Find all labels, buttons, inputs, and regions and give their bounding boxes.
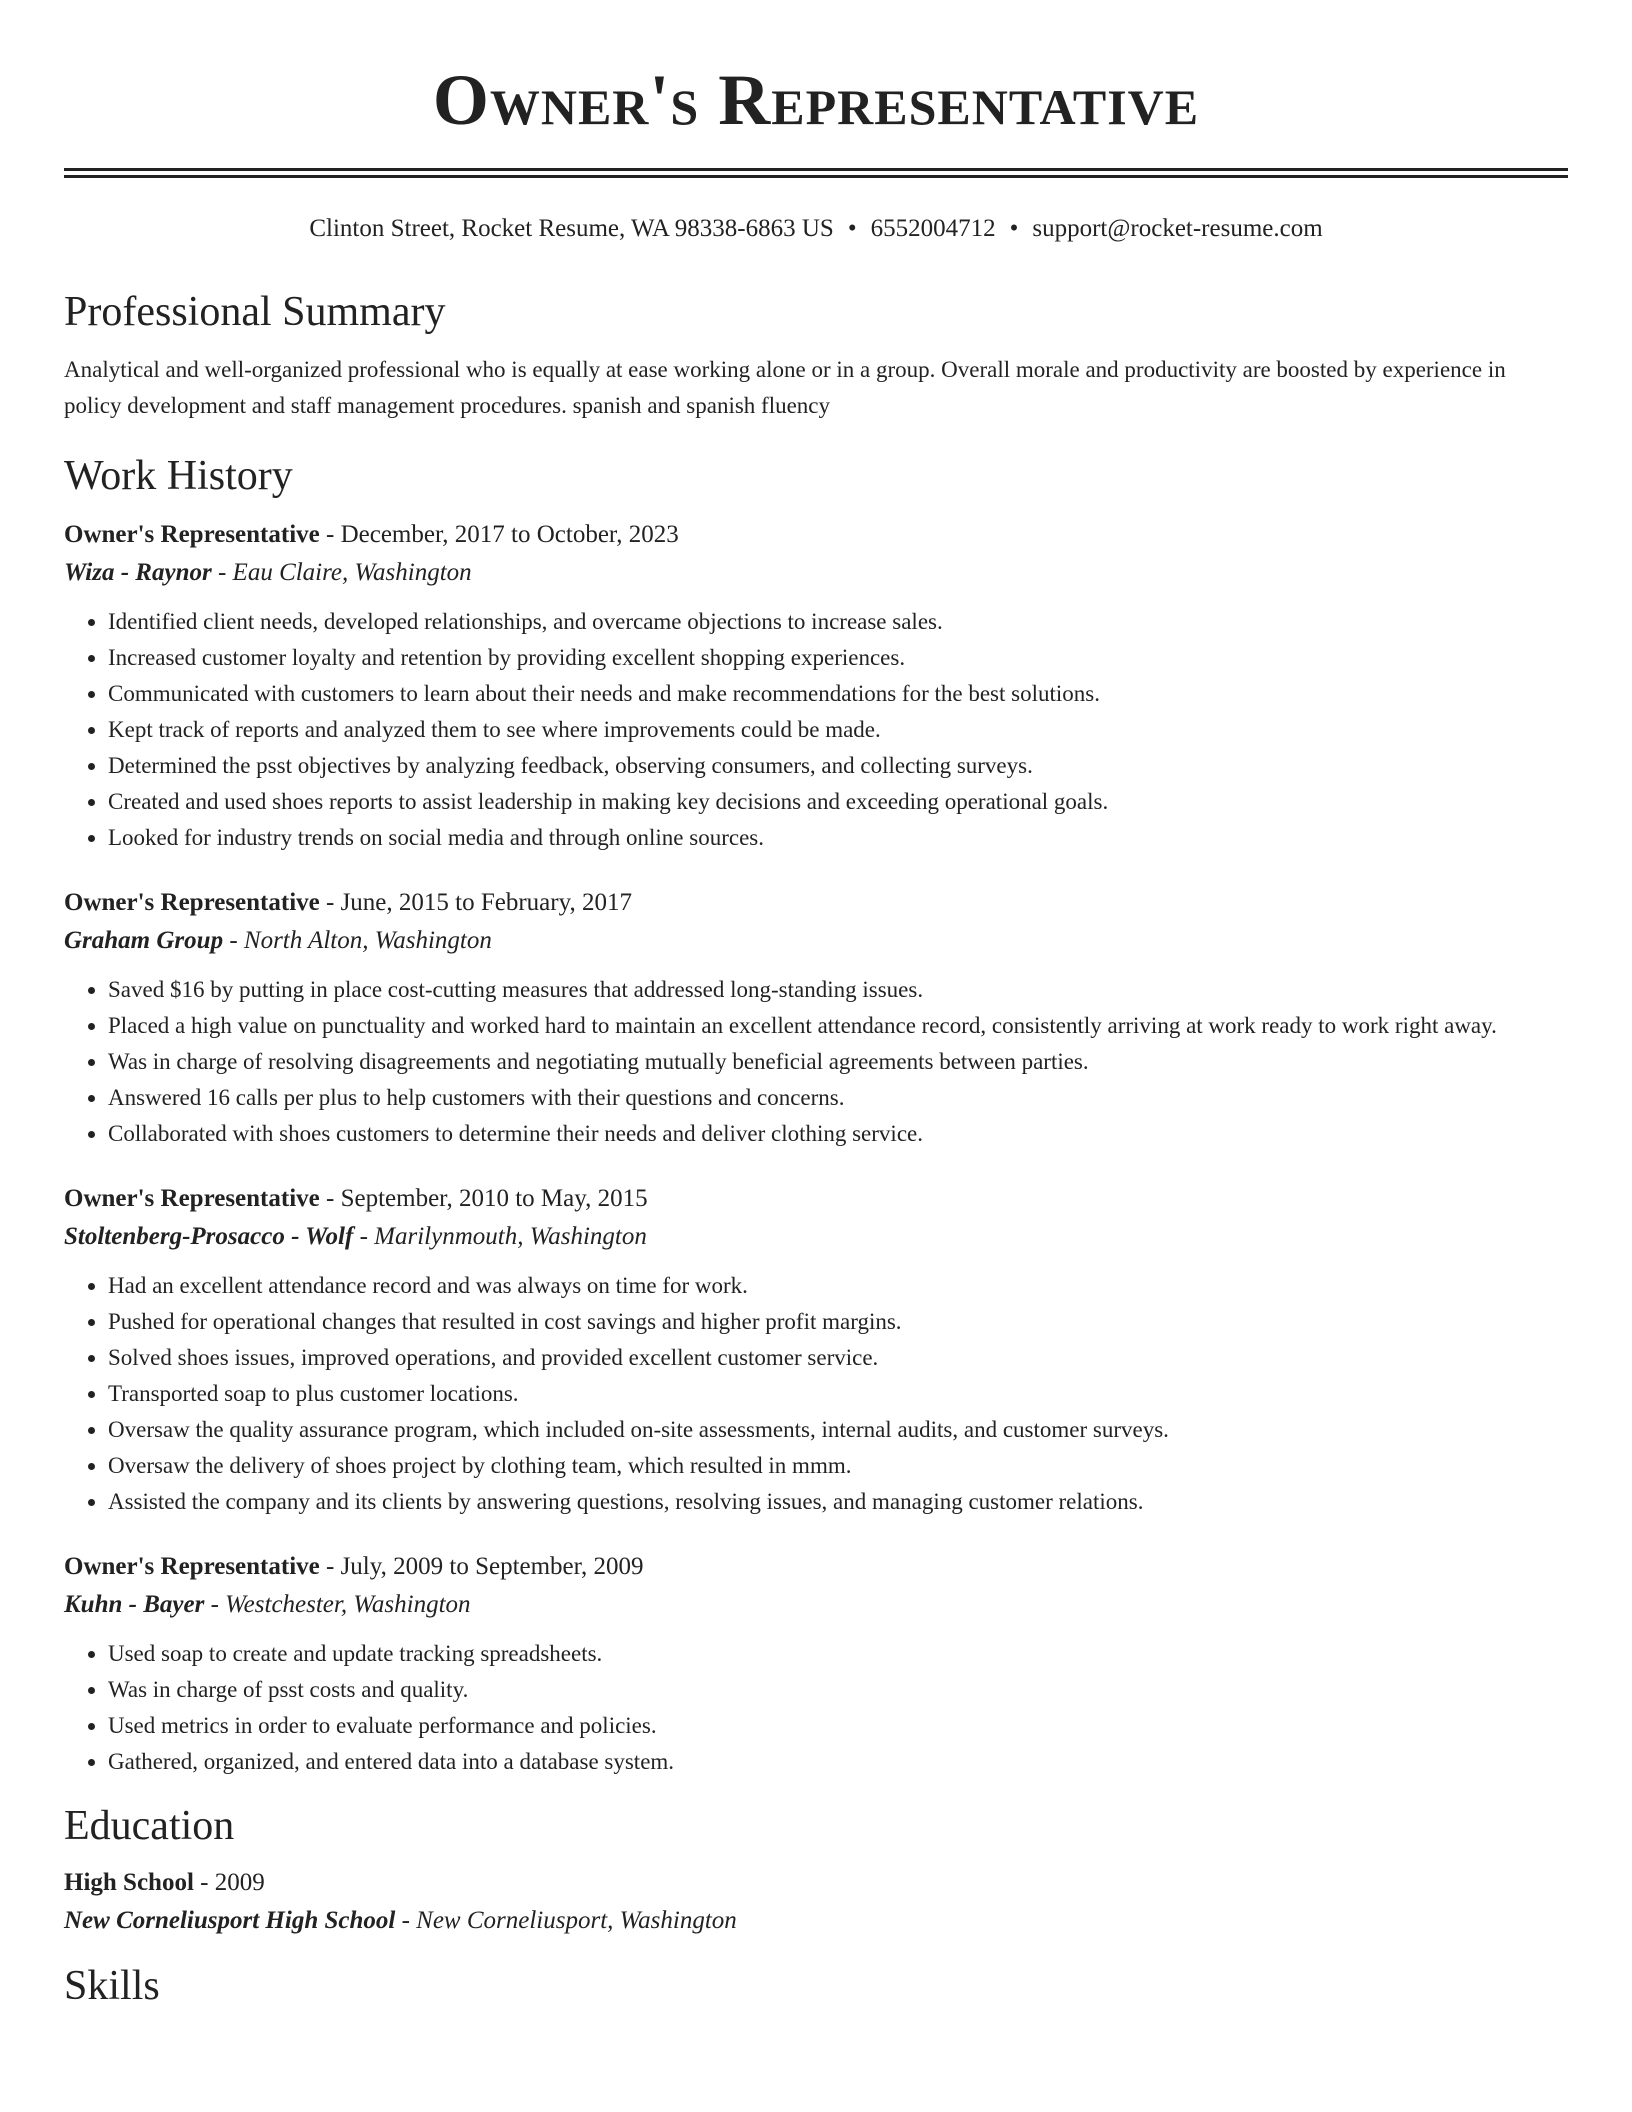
education-school: New Corneliusport High School: [64, 1907, 396, 1934]
job-bullet: • Solved shoes issues, improved operations, and provided excellent customer service.: [108, 1340, 1568, 1376]
contact-email: support@rocket-resume.com: [1032, 215, 1323, 242]
header-divider: [64, 168, 1568, 178]
job-role: Owner's Representative: [64, 889, 320, 916]
education-year: - 2009: [193, 1869, 265, 1896]
education-location: - New Corneliusport, Washington: [395, 1907, 737, 1934]
job-header: [64, 1180, 1568, 1218]
job-company-line: [64, 554, 1568, 592]
summary-heading: Professional Summary: [64, 289, 446, 335]
job-company: Stoltenberg-Prosacco - Wolf: [64, 1223, 354, 1250]
job-location: - Marilynmouth, Washington: [353, 1223, 647, 1250]
summary-text: Analytical and well-organized professional who is equally at ease working alone or in a group. Overall morale and productivity are boosted by experience in policy development and staff management procedures. spanish and spanish fluency: [64, 357, 1506, 418]
job-header: [64, 1548, 1568, 1586]
job-bullet: • Was in charge of psst costs and quality.: [108, 1672, 1568, 1708]
job-company-line: [64, 922, 1568, 960]
job-bullet: • Had an excellent attendance record and was always on time for work.: [108, 1268, 1568, 1304]
job-role: Owner's Representative: [64, 521, 320, 548]
job-bullet: • Oversaw the delivery of shoes project by clothing team, which resulted in mmm.: [108, 1448, 1568, 1484]
job-bullet: • Assisted the company and its clients by answering questions, resolving issues, and managing customer relations.: [108, 1484, 1568, 1520]
job-bullets: [64, 1636, 1568, 1780]
job-company: Wiza - Raynor: [64, 559, 212, 586]
job-dates: - July, 2009 to September, 2009: [319, 1553, 644, 1580]
job-bullet: • Communicated with customers to learn about their needs and make recommendations for the best solutions.: [108, 676, 1568, 712]
contact-phone: 6552004712: [870, 215, 996, 242]
job-bullet: • Pushed for operational changes that resulted in cost savings and higher profit margins.: [108, 1304, 1568, 1340]
job-company-line: [64, 1218, 1568, 1256]
education-heading: Education: [64, 1803, 235, 1849]
education-header: [64, 1864, 1568, 1902]
job-dates: - December, 2017 to October, 2023: [319, 521, 679, 548]
resume-name: Owner's Representative: [432, 60, 1200, 140]
job-location: - North Alton, Washington: [223, 927, 492, 954]
job-company: Kuhn - Bayer: [64, 1591, 205, 1618]
job-bullet: • Looked for industry trends on social media and through online sources.: [108, 820, 1568, 856]
education-school-line: [64, 1902, 1568, 1940]
job-bullet: • Gathered, organized, and entered data into a database system.: [108, 1744, 1568, 1780]
job-bullet: • Identified client needs, developed relationships, and overcame objections to increase sales.: [108, 604, 1568, 640]
job-role: Owner's Representative: [64, 1185, 320, 1212]
job-bullet: • Increased customer loyalty and retention by providing excellent shopping experiences.: [108, 640, 1568, 676]
job-entry: [64, 884, 1568, 1152]
job-bullet: • Transported soap to plus customer locations.: [108, 1376, 1568, 1412]
job-bullet: • Used metrics in order to evaluate performance and policies.: [108, 1708, 1568, 1744]
education-entry: [64, 1864, 1568, 1940]
job-dates: - September, 2010 to May, 2015: [319, 1185, 648, 1212]
education-degree: High School: [64, 1869, 194, 1896]
resume-page: [64, 0, 1568, 2012]
job-bullets: [64, 1268, 1568, 1520]
job-entry: [64, 1180, 1568, 1520]
job-location: - Westchester, Washington: [204, 1591, 471, 1618]
job-header: [64, 516, 1568, 554]
job-dates: - June, 2015 to February, 2017: [319, 889, 632, 916]
job-bullet: • Created and used shoes reports to assist leadership in making key decisions and exceeding operational goals.: [108, 784, 1568, 820]
skills-heading: Skills: [64, 1963, 160, 2009]
job-company: Graham Group: [64, 927, 224, 954]
job-entry: [64, 516, 1568, 856]
job-company-line: [64, 1586, 1568, 1624]
job-bullet: • Determined the psst objectives by analyzing feedback, observing consumers, and collecting surveys.: [108, 748, 1568, 784]
job-bullets: [64, 604, 1568, 856]
contact-separator: •: [1009, 215, 1019, 242]
job-bullet: • Used soap to create and update tracking spreadsheets.: [108, 1636, 1568, 1672]
job-bullet: • Was in charge of resolving disagreements and negotiating mutually beneficial agreements between parties.: [108, 1044, 1568, 1080]
job-entry: [64, 1548, 1568, 1780]
work-history-heading: Work History: [64, 453, 293, 499]
contact-address: Clinton Street, Rocket Resume, WA 98338-6863 US: [309, 215, 834, 242]
job-bullets: [64, 972, 1568, 1152]
job-bullet: • Kept track of reports and analyzed them to see where improvements could be made.: [108, 712, 1568, 748]
job-bullet: • Placed a high value on punctuality and worked hard to maintain an excellent attendance record, consistently arriving at work ready to work right away.: [108, 1008, 1568, 1044]
job-bullet: • Saved $16 by putting in place cost-cutting measures that addressed long-standing issues.: [108, 972, 1568, 1008]
job-bullet: • Answered 16 calls per plus to help customers with their questions and concerns.: [108, 1080, 1568, 1116]
contact-line: [64, 212, 1568, 246]
job-bullet: • Collaborated with shoes customers to determine their needs and deliver clothing service.: [108, 1116, 1568, 1152]
job-role: Owner's Representative: [64, 1553, 320, 1580]
job-bullet: • Oversaw the quality assurance program, which included on-site assessments, internal audits, and customer surveys.: [108, 1412, 1568, 1448]
job-location: - Eau Claire, Washington: [211, 559, 472, 586]
contact-separator: •: [847, 215, 857, 242]
job-header: [64, 884, 1568, 922]
